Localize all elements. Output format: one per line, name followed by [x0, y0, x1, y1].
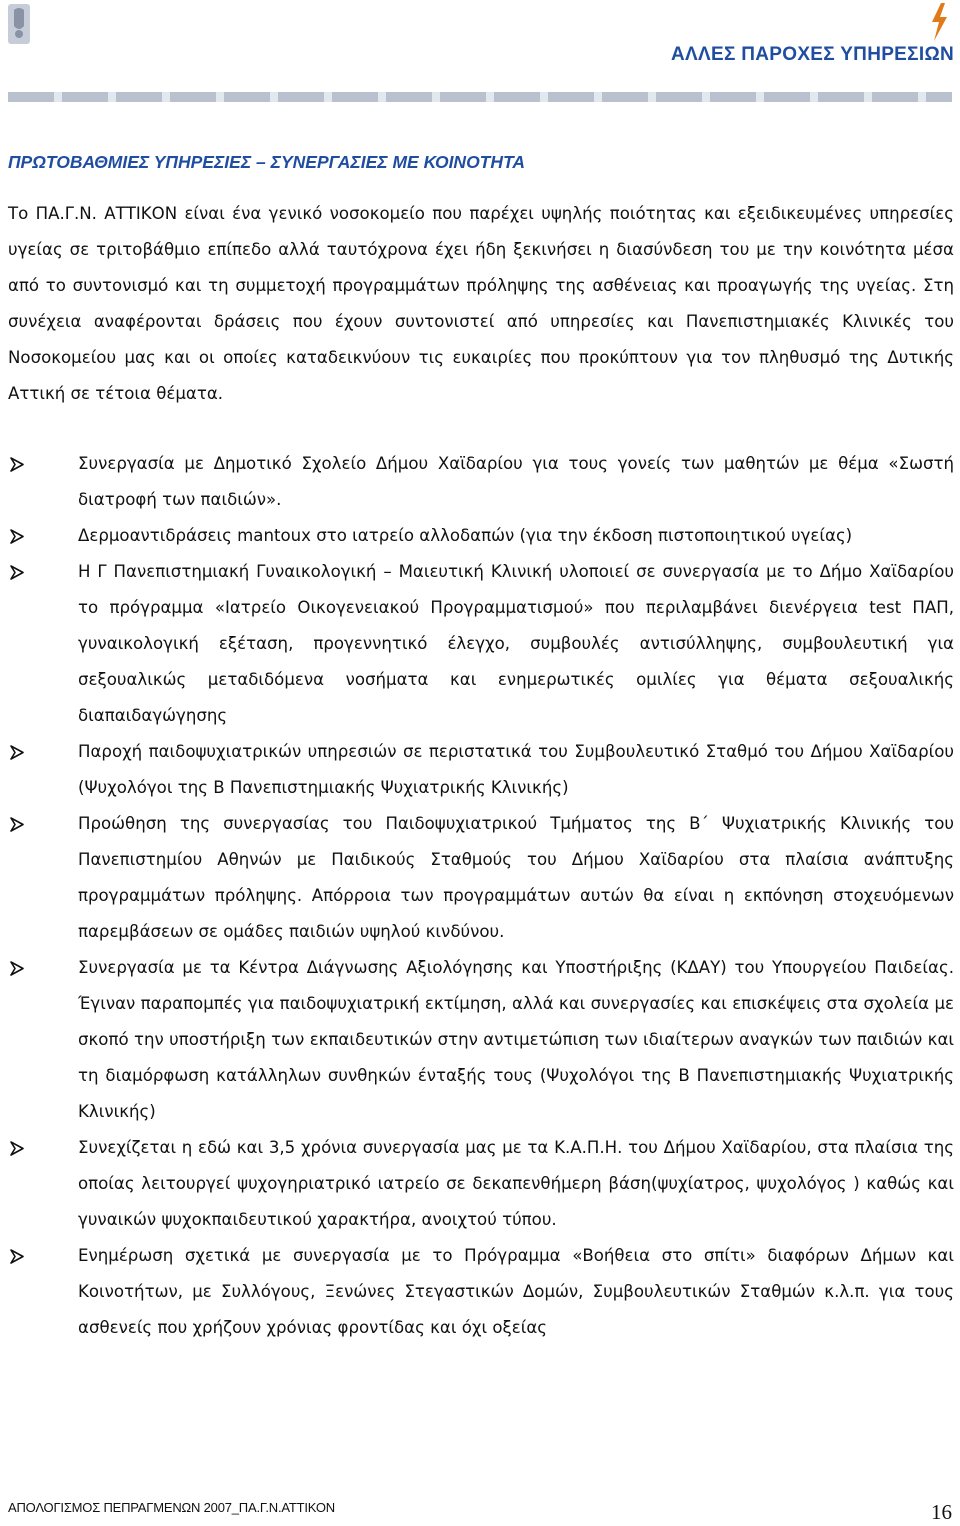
footer-text: ΑΠΟΛΟΓΙΣΜΟΣ ΠΕΠΡΑΓΜΕΝΩΝ 2007_ΠΑ.Γ.Ν.ΑΤΤΙΚΟΝ — [8, 1500, 335, 1515]
section-title: ΠΡΩΤΟΒΑΘΜΙΕΣ ΥΠΗΡΕΣΙΕΣ – ΣΥΝΕΡΓΑΣΙΕΣ ΜΕ ΚΟΙΝΟΤΗΤΑ — [8, 152, 526, 172]
arrow-bullet-icon — [10, 1249, 24, 1264]
activities-list — [8, 446, 954, 1346]
arrow-bullet-icon — [10, 961, 24, 976]
list-item — [8, 1130, 954, 1238]
list-item-text: Η Γ Πανεπιστημιακή Γυναικολογική – Μαιευτική Κλινική υλοποιεί σε συνεργασία με το Δήμο Χαϊδαρίου το πρόγραμμα «Ιατρείο Οικογενειακού Προγραμματισμού» που περιλαμβάνει διενέργεια test ΠΑΠ, γυναικολογική εξέταση, προγεννητικό έλεγχο, συμβουλές αντισύλληψης, συμβουλευτική για σεξουαλικώς μεταδιδόμενα νοσήματα και ενημερωτικές ομιλίες για θέματα σεξουαλικής διαπαιδαγώγησης — [78, 562, 954, 725]
page-number: 16 — [931, 1500, 952, 1524]
list-item — [8, 554, 954, 734]
arrow-bullet-icon — [10, 745, 24, 760]
header-title: ΑΛΛΕΣ ΠΑΡΟΧΕΣ ΥΠΗΡΕΣΙΩΝ — [671, 44, 954, 65]
list-item — [8, 518, 954, 554]
list-item-text: Συνεχίζεται η εδώ και 3,5 χρόνια συνεργασία μας με τα Κ.Α.Π.Η. του Δήμου Χαϊδαρίου, στα πλαίσια της οποίας λειτουργεί ψυχογηριατρικό ιατρείο σε δεκαπενθήμερη βάση(ψυχίατρος, ψυχολόγος ) καθώς και γυναικών ψυχοκπαιδευτικού χαρακτήρα, ανοιχτού τύπου. — [78, 1138, 954, 1229]
list-item-text: Συνεργασία με τα Κέντρα Διάγνωσης Αξιολόγησης και Υποστήριξης (ΚΔΑΥ) του Υπουργείου Παιδείας. Έγιναν παραπομπές για παιδοψυχιατρική εκτίμηση, αλλά και συνεργασίες και επισκέψεις στα σχολεία με σκοπό την υποστήριξη των εκπαιδευτικών στην αντιμετώπιση των ιδιαίτερων αναγκών των παιδιών και τη διαμόρφωση κατάλληλων συνθηκών ένταξής τους (Ψυχολόγοι της Β Πανεπιστημιακής Ψυχιατρικής Κλινικής) — [78, 958, 954, 1121]
list-item-text: Παροχή παιδοψυχιατρικών υπηρεσιών σε περιστατικά του Συμβουλευτικό Σταθμό του Δήμου Χαϊδαρίου (Ψυχολόγοι της Β Πανεπιστημιακής Ψυχιατρικής Κλινικής) — [78, 742, 954, 797]
list-item-text: Ενημέρωση σχετικά με συνεργασία με το Πρόγραμμα «Βοήθεια στο σπίτι» διαφόρων Δήμων και Κοινοτήτων, με Συλλόγους, Ξενώνες Στεγαστικών Δομών, Συμβουλευτικών Σταθμών κ.λ.π. για τους ασθενείς που χρήζουν χρόνιας φροντίδας και όχι οξείας — [78, 1246, 954, 1337]
list-item — [8, 950, 954, 1130]
header-divider — [8, 92, 952, 102]
arrow-bullet-icon — [10, 1141, 24, 1156]
arrow-bullet-icon — [10, 457, 24, 472]
intro-paragraph: Το ΠΑ.Γ.Ν. ΑΤΤΙΚΟΝ είναι ένα γενικό νοσοκομείο που παρέχει υψηλής ποιότητας και εξειδικευμένες υπηρεσίες υγείας σε τριτοβάθμιο επίπεδο αλλά ταυτόχρονα έχει ήδη ξεκινήσει η διασύνδεση του με την κοινότητα μέσα από το συντονισμό και τη συμμετοχή προγραμμάτων πρόληψης της ασθένειας και προαγωγής της υγείας. Στη συνέχεια αναφέρονται δράσεις που έχουν συντονιστεί από υπηρεσίες και Πανεπιστημιακές Κλινικές του Νοσοκομείου μας και οι οποίες καταδεικνύουν τις ευκαιρίες που προκύπτουν για τον πληθυσμό της Δυτικής Αττική σε τέτοια θέματα. — [8, 204, 954, 403]
arrow-bullet-icon — [10, 817, 24, 832]
lightning-logo-icon — [928, 2, 950, 42]
arrow-bullet-icon — [10, 529, 24, 544]
list-item — [8, 446, 954, 518]
hospital-logo-icon — [6, 2, 32, 46]
list-item-text: Δερμοαντιδράσεις mantoux στο ιατρείο αλλοδαπών (για την έκδοση πιστοποιητικού υγείας) — [78, 526, 853, 545]
list-item — [8, 734, 954, 806]
arrow-bullet-icon — [10, 565, 24, 580]
list-item — [8, 806, 954, 950]
list-item — [8, 1238, 954, 1346]
list-item-text: Προώθηση της συνεργασίας του Παιδοψυχιατρικού Τμήματος της Β΄ Ψυχιατρικής Κλινικής του Πανεπιστημίου Αθηνών με Παιδικούς Σταθμούς του Δήμου Χαϊδαρίου στα πλαίσια ανάπτυξης προγραμμάτων πρόληψης. Απόρροια των προγραμμάτων αυτών θα είναι η εκπόνηση στοχευόμενων παρεμβάσεων σε ομάδες παιδιών υψηλού κινδύνου. — [78, 814, 954, 941]
list-item-text: Συνεργασία με Δημοτικό Σχολείο Δήμου Χαϊδαρίου για τους γονείς των μαθητών με θέμα «Σωστή διατροφή των παιδιών». — [78, 454, 954, 509]
